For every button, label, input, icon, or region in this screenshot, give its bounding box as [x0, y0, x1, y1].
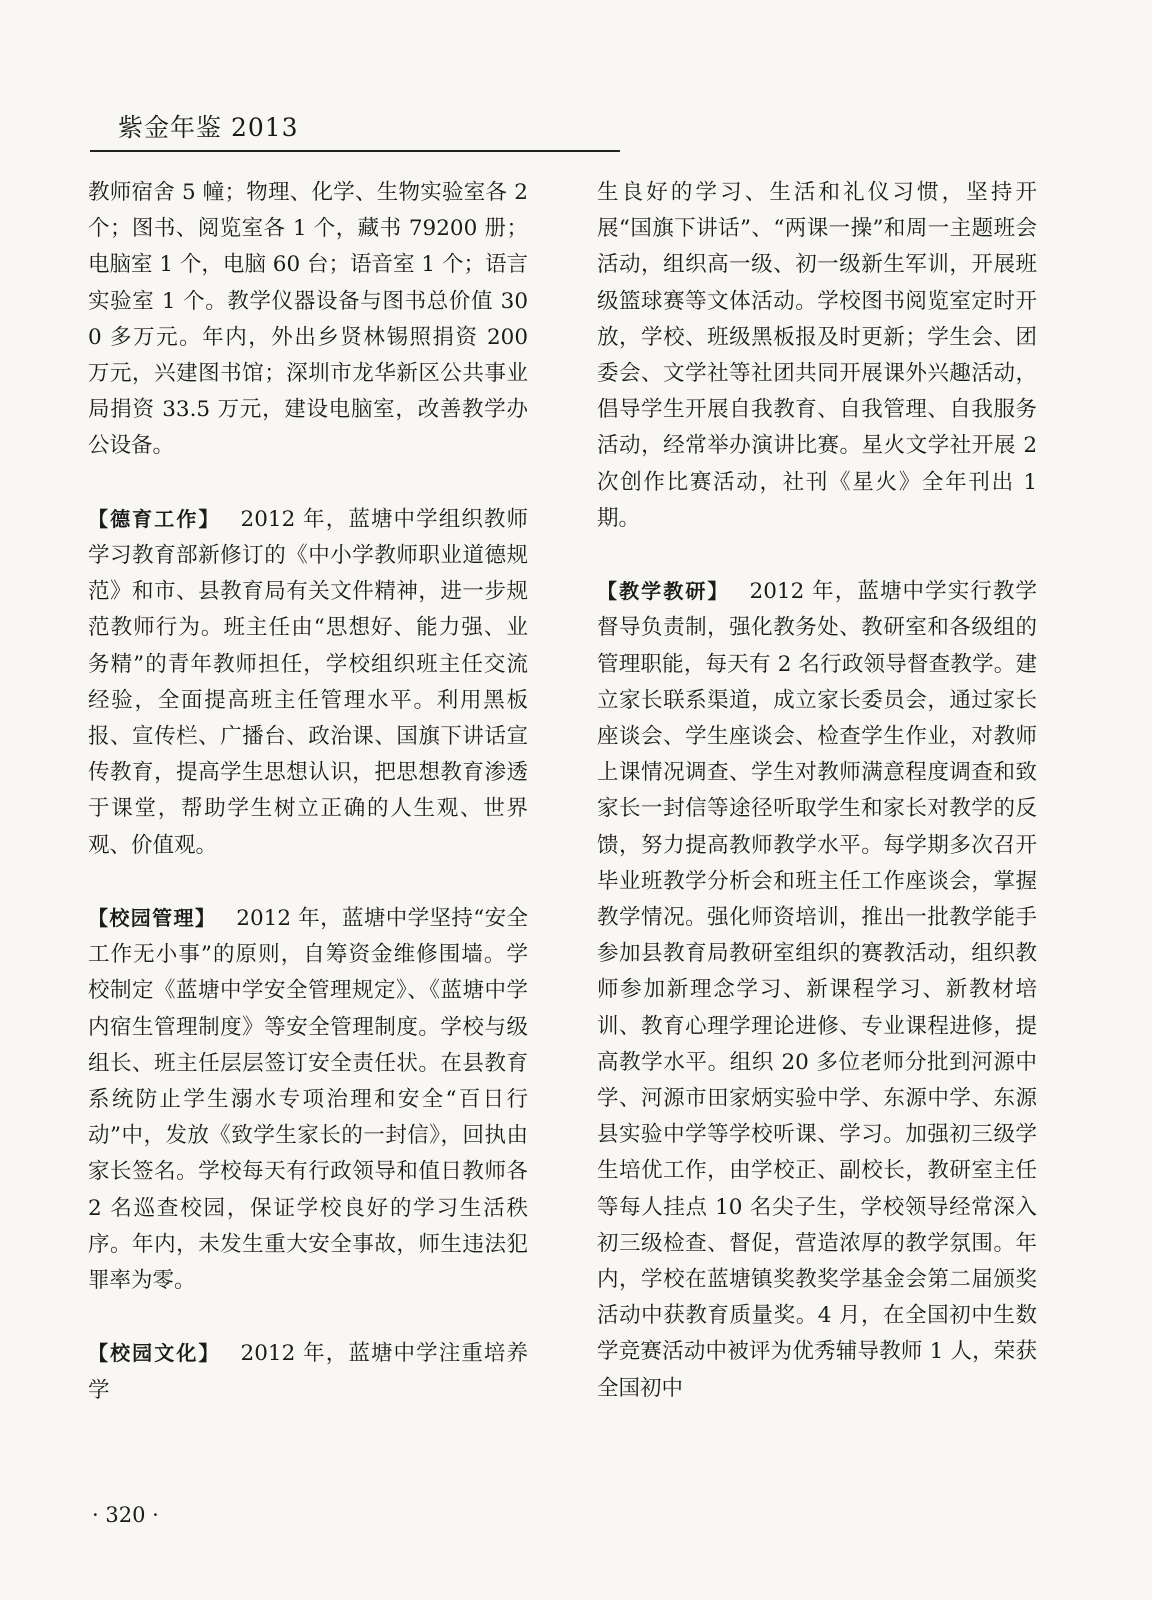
intro-continuation: 教师宿舍 5 幢；物理、化学、生物实验室各 2 个；图书、阅览室各 1 个，藏书 79200 册；电脑室 1 个，电脑 60 台；语音室 1 个；语言实验室 1 个。教学仪器设备与图书总价值 300 多万元。年内，外出乡贤林锡照捐资 200 万元，兴建图书馆；深圳市龙华新区公共事业局捐资 33.5 万元，建设电脑室，改善教学办公设备。: [88, 180, 528, 459]
section-text: 2012 年，蓝塘中学组织教师学习教育部新修订的《中小学教师职业道德规范》和市、县教育局有关文件精神，进一步规范教师行为。班主任由“思想好、能力强、业务精”的青年教师担任，学校组织班主任交流经验，全面提高班主任管理水平。利用黑板报、宣传栏、广播台、政治课、国旗下讲话宣传教育，提高学生思想认识，把思想教育渗透于课堂，帮助学生树立正确的人生观、世界观、价值观。: [88, 506, 528, 858]
section-campus-culture: [88, 1335, 528, 1408]
running-head: 紫金年鉴 2013: [118, 113, 299, 142]
left-column: [88, 175, 528, 1409]
page-number: · 320 ·: [92, 1503, 159, 1527]
culture-continuation: 生良好的学习、生活和礼仪习惯，坚持开展“国旗下讲话”、“两课一操”和周一主题班会活动，组织高一级、初一级新生军训，开展班级篮球赛等文体活动。学校图书阅览室定时开放，学校、班级黑板报及时更新；学生会、团委会、文学社等社团共同开展课外兴趣活动，倡导学生开展自我教育、自我管理、自我服务活动，经常举办演讲比赛。星火文学社开展 2 次创作比赛活动，社刊《星火》全年刊出 1 期。: [597, 180, 1037, 531]
section-heading: 【校园文化】: [88, 1341, 221, 1366]
section-teaching-research: [597, 573, 1037, 1407]
section-text: 2012 年，蓝塘中学实行教学督导负责制，强化教务处、教研室和各级组的管理职能，每天有 2 名行政领导督查教学。建立家长联系渠道，成立家长委员会，通过家长座谈会、学生座谈会、检查学生作业，对教师上课情况调查、学生对教师满意程度调查和致家长一封信等途径听取学生和家长对教学的反馈，努力提高教师教学水平。每学期多次召开毕业班教学分析会和班主任工作座谈会，掌握教学情况。强化师资培训，推出一批教学能手参加县教育局教研室组织的赛教活动，组织教师参加新理念学习、新课程学习、新教材培训、教育心理学理论进修、专业课程进修，提高教学水平。组织 20 多位老师分批到河源中学、河源市田家炳实验中学、东源中学、东源县实验中学等学校听课、学习。加强初三级学生培优工作，由学校正、副校长，教研室主任等每人挂点 10 名尖子生，学校领导经常深入初三级检查、督促，营造浓厚的教学氛围。年内，学校在蓝塘镇奖教奖学基金会第二届颁奖活动中获教育质量奖。4 月，在全国初中生数学竞赛活动中被评为优秀辅导教师 1 人，荣获全国初中: [597, 579, 1037, 1401]
section-heading: 【教学教研】: [597, 579, 730, 604]
section-heading: 【德育工作】: [88, 506, 221, 531]
header-rule: [90, 150, 620, 152]
section-text: 2012 年，蓝塘中学坚持“安全工作无小事”的原则，自筹资金维修围墙。学校制定《蓝塘中学安全管理规定》、《蓝塘中学内宿生管理制度》等安全管理制度。学校与级组长、班主任层层签订安全责任状。在县教育系统防止学生溺水专项治理和安全“百日行动”中，发放《致学生家长的一封信》，回执由家长签名。学校每天有行政领导和值日教师各 2 名巡查校园，保证学校良好的学习生活秩序。年内，未发生重大安全事故，师生违法犯罪率为零。: [88, 906, 528, 1294]
section-campus-management: [88, 900, 528, 1299]
section-heading: 【校园管理】: [88, 906, 217, 931]
section-moral-education: [88, 501, 528, 864]
section-text: 2012 年，蓝塘中学注重培养学: [88, 1341, 528, 1403]
right-column: [597, 175, 1037, 1407]
